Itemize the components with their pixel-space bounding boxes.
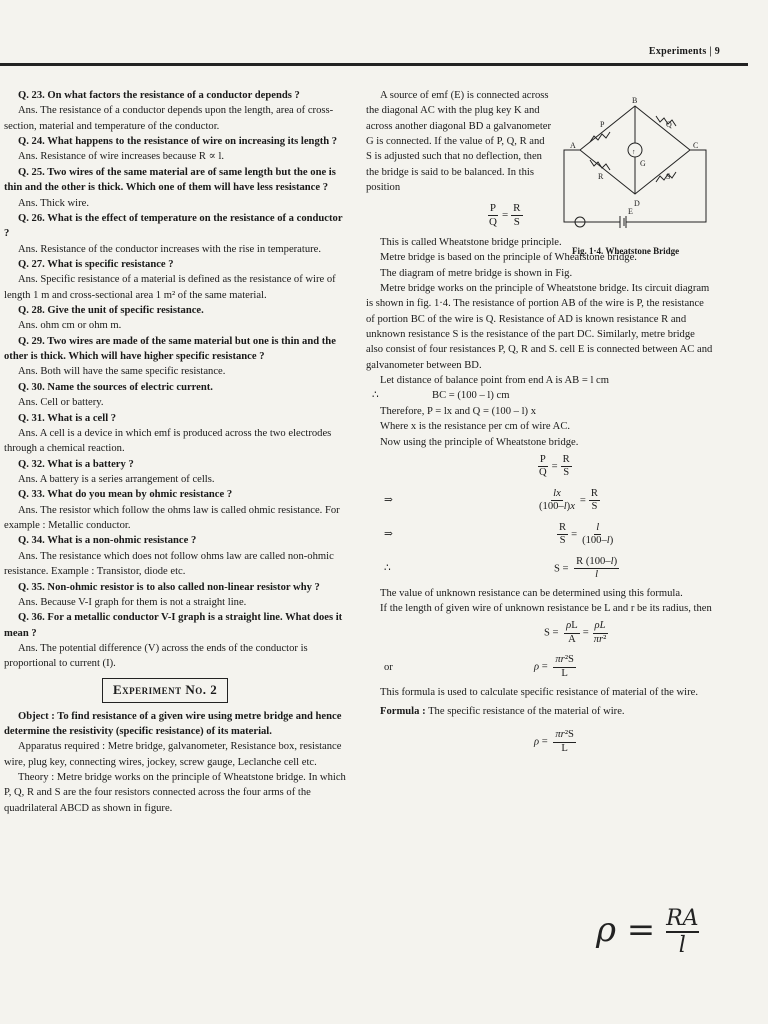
question-36: Q. 36. For a metallic conductor V-I graph is a straight line. What does it mean ?: [4, 612, 343, 639]
balance-equation: $\frac{P}{Q}$ = $\frac{R}{S}$: [489, 201, 521, 228]
answer-24: Ans. Resistance of wire increases because R ∝ l.: [18, 151, 225, 163]
resistance-formula: S = $\frac{\rho L}{A}$ = $\frac{\rho L}{\text{πr²}}$: [544, 620, 607, 646]
question-33: Q. 33. What do you mean by ohmic resistance ?: [18, 489, 233, 501]
therefore-line: Therefore, P = lx and Q = (100 – l) x: [380, 405, 537, 417]
final-formula: ρ = $\frac{\text{πr²S}}{L}$: [534, 729, 574, 754]
wheatstone-bridge-diagram: [560, 94, 710, 236]
qa-list: [4, 88, 348, 672]
left-column: [4, 88, 348, 816]
diagram-text: The diagram of metre bridge is shown in Fig.: [380, 267, 573, 279]
ratio-eq-3: ⇒ $\frac{R}{S}$ = $\frac{l}{(100-l)}$: [384, 521, 614, 547]
formula-usage-text: The value of unknown resistance can be determined using this formula.: [380, 587, 683, 599]
intro-text: A source of emf (E) is connected across the diagonal AC with the plug key K and across another diagonal BD a galvanometer G is connected. If the value of P, Q, R and S is adjusted such that no deflection, then the bridge is said to be balanced. In this position: [366, 90, 552, 194]
question-34: Q. 34. What is a non-ohmic resistance ?: [18, 535, 197, 547]
question-24: Q. 24. What happens to the resistance of wire on increasing its length ?: [18, 136, 338, 148]
explanation-text: Metre bridge works on the principle of Wheatstone bridge. Its circuit diagram is shown in fig. 1·4. The resistance of portion AB of the wire is P, the resistance of portion BC of the wire is Q. Resistance of AD is known resistance R and unknown resistance S is the resistance of the part DC. Similarly, metre bridge also consist of four resistances P, Q, R and S. cell E is connected between AC and galvanometer between BD.: [366, 282, 713, 371]
answer-36: Ans. The potential difference (V) across the ends of the conductor is proportional to current (I).: [4, 642, 308, 670]
object-text: Object : To find resistance of a given wire using metre bridge and hence determine the resistivity (specific resistance) of its material.: [4, 710, 342, 737]
answer-31: Ans. A cell is a device in which emf is produced across the two electrodes through a chemical reaction.: [4, 427, 332, 455]
answer-35: Ans. Because V-I graph for them is not a straight line.: [18, 596, 247, 608]
answer-32: Ans. A battery is a series arrangement of cells.: [18, 473, 215, 485]
question-35: Q. 35. Non-ohmic resistor is to also called non-linear resistor why ?: [18, 581, 320, 593]
now-line: Now using the principle of Wheatstone bridge.: [380, 436, 579, 448]
resistor-s-label: S: [666, 172, 671, 181]
answer-30: Ans. Cell or battery.: [18, 397, 104, 409]
node-a-label: A: [570, 141, 576, 150]
formula-line: Formula : The specific resistance of the material of wire.: [380, 706, 625, 717]
node-c-label: C: [693, 141, 699, 150]
balance-point-text: Let distance of balance point from end A is AB = l cm: [380, 375, 609, 387]
answer-34: Ans. The resistance which does not follow ohms law are called non-ohmic resistance. Example : Transistor, diode etc.: [4, 550, 334, 578]
apparatus-text: Apparatus required : Metre bridge, galvanometer, Resistance box, resistance wire, plug key, connecting wires, jockey, screw gauge, Leclanche cell etc.: [4, 741, 342, 768]
experiment-title: Experiment No. 2: [102, 678, 228, 703]
question-31: Q. 31. What is a cell ?: [18, 412, 117, 424]
node-d-label: D: [634, 199, 640, 208]
ratio-eq-2: ⇒ $\frac{lx}{(100-l)x}$ = $\frac{R}{S}$: [384, 487, 598, 513]
question-25: Q. 25. Two wires of the same material are of same length but the one is thin and the other is thick. Which one of them will have less resistance ?: [4, 166, 336, 194]
question-30: Q. 30. Name the sources of electric current.: [18, 381, 213, 393]
question-27: Q. 27. What is specific resistance ?: [18, 258, 174, 270]
header-rule: [0, 63, 748, 66]
resistor-q-label: Q: [666, 120, 672, 129]
where-line: Where x is the resistance per cm of wire AC.: [380, 421, 571, 433]
answer-27: Ans. Specific resistance of a material is defined as the resistance of wire of length 1 m and cross-sectional area 1 m² of the same material.: [4, 274, 336, 301]
question-32: Q. 32. What is a battery ?: [18, 458, 134, 470]
galvanometer-label: G: [640, 159, 646, 168]
answer-29: Ans. Both will have the same specific resistance.: [18, 366, 226, 378]
svg-text:↑: ↑: [632, 148, 636, 156]
answer-33: Ans. The resistor which follow the ohms law is called ohmic resistance. For example : Metallic conductor.: [4, 504, 340, 532]
resistivity-formula: or ρ = $\frac{\text{πr²S}}{L}$: [384, 654, 574, 680]
cell-e-label: E: [628, 207, 633, 216]
resistor-p-label: P: [600, 120, 605, 129]
principle-text: This is called Wheatstone bridge principle.: [380, 236, 562, 248]
handwritten-formula: ρ = $\frac{RA}{l}$: [596, 906, 699, 958]
running-header: Experiments | 9: [648, 46, 720, 57]
question-29: Q. 29. Two wires are made of the same material but one is thin and the other is thick. Which will have higher specific resistance ?: [4, 335, 336, 363]
answer-25: Ans. Thick wire.: [18, 197, 90, 209]
question-23: Q. 23. On what factors the resistance of a conductor depends ?: [18, 90, 300, 101]
ratio-eq-4: ∴ S = $\frac{R (100-l)}{l}$: [384, 555, 618, 581]
resistor-r-label: R: [598, 172, 604, 181]
answer-23: Ans. The resistance of a conductor depends upon the length, area of cross- section, material and temperature of the conductor.: [4, 105, 334, 132]
answer-26: Ans. Resistance of the conductor increases with the rise in temperature.: [18, 243, 321, 255]
figure-caption: Fig. 1·4. Wheatstone Bridge: [572, 246, 680, 256]
radius-text: If the length of given wire of unknown resistance be L and r be its radius, then: [380, 603, 712, 615]
question-28: Q. 28. Give the unit of specific resistance.: [18, 305, 204, 317]
node-b-label: B: [632, 96, 638, 105]
ratio-eq-1: $\frac{P}{Q}$ = $\frac{R}{S}$: [539, 453, 570, 479]
theory-text: Theory : Metre bridge works on the principle of Wheatstone bridge. In which P, Q, R and S are the four resistors connected across the four arms of the quadrilateral ABCD as shown in figure.: [4, 771, 346, 814]
bc-line: ∴ BC = (100 – l) cm: [372, 390, 510, 402]
question-26: Q. 26. What is the effect of temperature on the resistance of a conductor ?: [4, 212, 343, 240]
answer-28: Ans. ohm cm or ohm m.: [18, 320, 122, 332]
usage-text: This formula is used to calculate specific resistance of material of the wire.: [380, 686, 698, 698]
metre-bridge-text: Metre bridge is based on the principle of Wheatstone bridge.: [380, 252, 637, 264]
